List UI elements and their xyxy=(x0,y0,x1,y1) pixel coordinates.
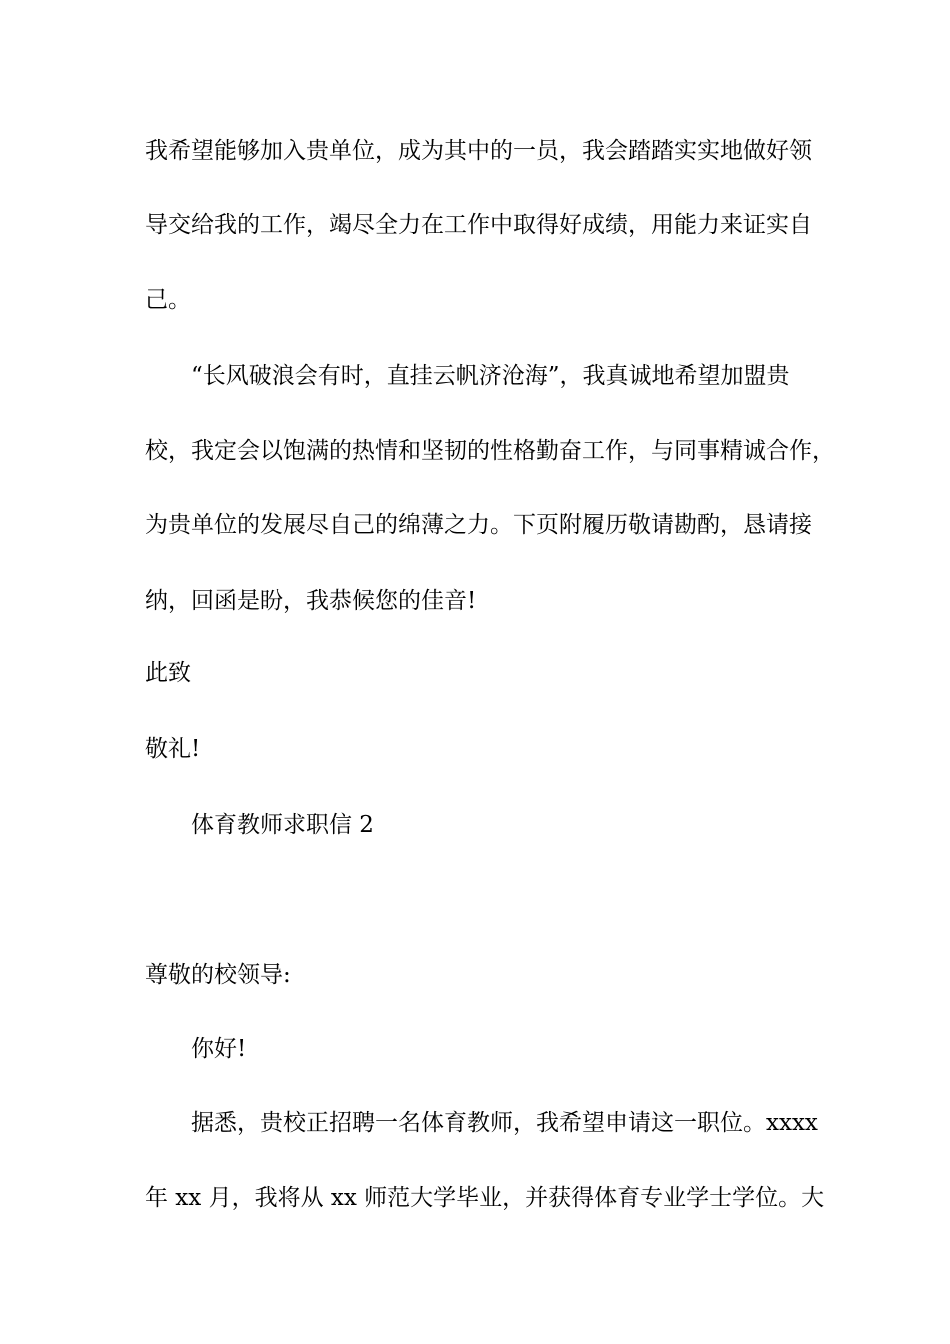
body-text-line: 校，我定会以饱满的热情和坚韧的性格勤奋工作，与同事精诚合作， xyxy=(145,438,835,464)
greeting: 你好! xyxy=(191,1036,247,1062)
salutation: 尊敬的校领导: xyxy=(145,962,291,988)
body-text-line: 纳，回函是盼，我恭候您的佳音! xyxy=(145,588,477,614)
body-text-line: 我希望能够加入贵单位，成为其中的一员，我会踏踏实实地做好领 xyxy=(145,138,812,164)
body-text-line: 己。 xyxy=(145,287,191,313)
closing-text: 敬礼! xyxy=(145,736,201,762)
body-text-line: 据悉，贵校正招聘一名体育教师，我希望申请这一职位。xxxx xyxy=(191,1110,818,1136)
body-text-line: 年 xx 月，我将从 xx 师范大学毕业，并获得体育专业学士学位。大 xyxy=(145,1185,825,1211)
body-text-line: 导交给我的工作，竭尽全力在工作中取得好成绩，用能力来证实自 xyxy=(145,212,812,238)
closing-text: 此致 xyxy=(145,660,191,686)
body-text-line: 为贵单位的发展尽自己的绵薄之力。下页附履历敬请勘酌，恳请接 xyxy=(145,512,812,538)
section-title: 体育教师求职信 2 xyxy=(191,812,374,838)
body-text-line: “长风破浪会有时，直挂云帆济沧海”，我真诚地希望加盟贵 xyxy=(191,363,790,389)
